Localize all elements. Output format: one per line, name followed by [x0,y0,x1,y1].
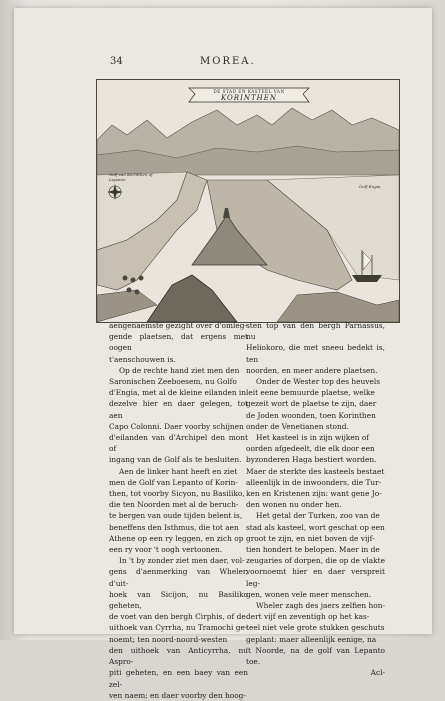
page-number: 34 [110,56,123,67]
text-line: d'eilanden van d'Archipel den mont of [109,433,248,454]
text-line: Saronischen Zeeboesem, nu Golfo [109,377,237,387]
text-line: ken en Kristenen zijn: want gene Jo- [246,489,382,499]
corinth-engraving [97,80,399,322]
text-line: aengenaemste gezight over d'omleg- [109,321,247,330]
text-line: gens d'aenmerking van Wheler, d'uit- [109,567,248,588]
text-line: den uithoek van Anticyrrha, nu Aspro- [109,645,248,667]
text-line: Maer de sterkte des kasteels bestaet [246,466,385,476]
text-line: gezeit wort de plaetse te zijn, daer [246,399,377,409]
text-line: onder de Venetianen stond. [246,421,349,431]
text-line: gen, wonen vele meer menschen. [246,589,372,599]
engraving-plate [96,79,400,323]
text-line: Op de rechte hand ziet men den [119,365,240,375]
text-line: de voet van den bergh Cirphis, of de [109,612,246,622]
text-line: tien hondert te belopen. Maer in de [246,545,380,555]
text-line: beneffens den Isthmus, die tot aen [109,522,239,532]
text-line: d'Engia, met al de kleine eilanden in [109,388,247,398]
text-line: men de Golf van Lepanto of Korin- [109,477,238,487]
text-line: zeugaries of dorpen, die op de vlakte [246,556,385,566]
text-line: sten top van den bergh Parnassus, nu [246,321,385,342]
text-line: Wheler zagh des jaers zelfien hon- [256,601,385,611]
text-line: leit eene bemuurde plaetse, welke [246,388,375,398]
text-line: dezelve hier en daer gelegen, tot aen [109,399,248,420]
text-line: Het kasteel is in zijn wijken of [256,433,370,443]
cartouche-title: KORINTHEN [221,94,277,102]
text-line: de Joden woonden, toen Korinthen [246,410,376,420]
cartouche-small-caption: DE STAD EN KASTEEL VAN [213,89,285,94]
text-line: een ry voor 't oogh vertoonen. [109,545,223,555]
text-line: byzonderen Haga bestiert worden. [246,455,377,465]
text-column-left [109,320,248,701]
text-line: Het getal der Turken, zoo van de [256,511,380,521]
text-line: 't Noorde, na de golf van Lepanto toe. [246,645,385,667]
text-line: te bergen van oude tijden belent is, [109,511,243,521]
text-line: ven naem; en daer voorby den hoog- [109,690,246,700]
gulf-label-left: Golf van Korinthen of Lepanto [109,172,153,182]
text-line: stad als kasteel, wort geschat op een [246,522,385,532]
text-line: die ten Noorden met al de beruch- [109,500,239,510]
text-line: dert vijf en zeventigh op het kas- [246,612,370,622]
text-line: groot te zijn, en niet boven de vijf- [246,533,375,543]
text-column-right [246,320,385,679]
text-line: noorden, en meer andere plaetsen. [246,365,378,375]
text-line: In 't by zonder ziet men daer, vol- [119,556,245,566]
gulf-label-right: Golf Engia [359,184,381,189]
text-line: den wonen nu onder hen. [246,500,342,510]
text-line: gende plaetsen, dat ergens met oogen [109,332,248,353]
text-line: piti geheten, en een baey van een zel- [109,668,248,689]
text-line: alleenlijk in de inwoonders, die Tur- [246,477,382,487]
text-line: hoek van Sicijon, nu Basiliko geheten, [109,589,248,611]
text-line: ingang van de Golf als te besluiten. [109,455,242,465]
text-line: teel niet vele grote stukken geschuts [246,623,385,633]
catchword: Acl- [370,668,385,678]
text-line: geplant: maer alleenlijk eenige, na [246,634,377,644]
text-line: Athene op een ry leggen, en zich op [109,533,244,543]
text-line: voornoemt hier en daer verspreit leg- [246,567,385,588]
text-line: Capo Colonni. Daer voorby schijnen [109,421,244,431]
text-line: Aen de linker hant heeft en ziet [119,466,238,476]
running-head: MOREA. [200,56,256,67]
text-line: noemt; ten noord-noord-westen [109,634,228,644]
text-line: Heliokoro, die met sneeu bedekt is, ten [246,343,385,364]
text-line: t'aenschouwen is. [109,354,176,364]
text-line: uithoek van Cyrrha, nu Tramochi ge- [109,623,248,633]
text-line: then, tot voorby Sicyon, nu Basiliko, [109,489,245,499]
text-line: Onder de Wester top des heuvels [256,377,380,387]
text-line: oorden afgedeelt, die elk door een [246,444,375,454]
